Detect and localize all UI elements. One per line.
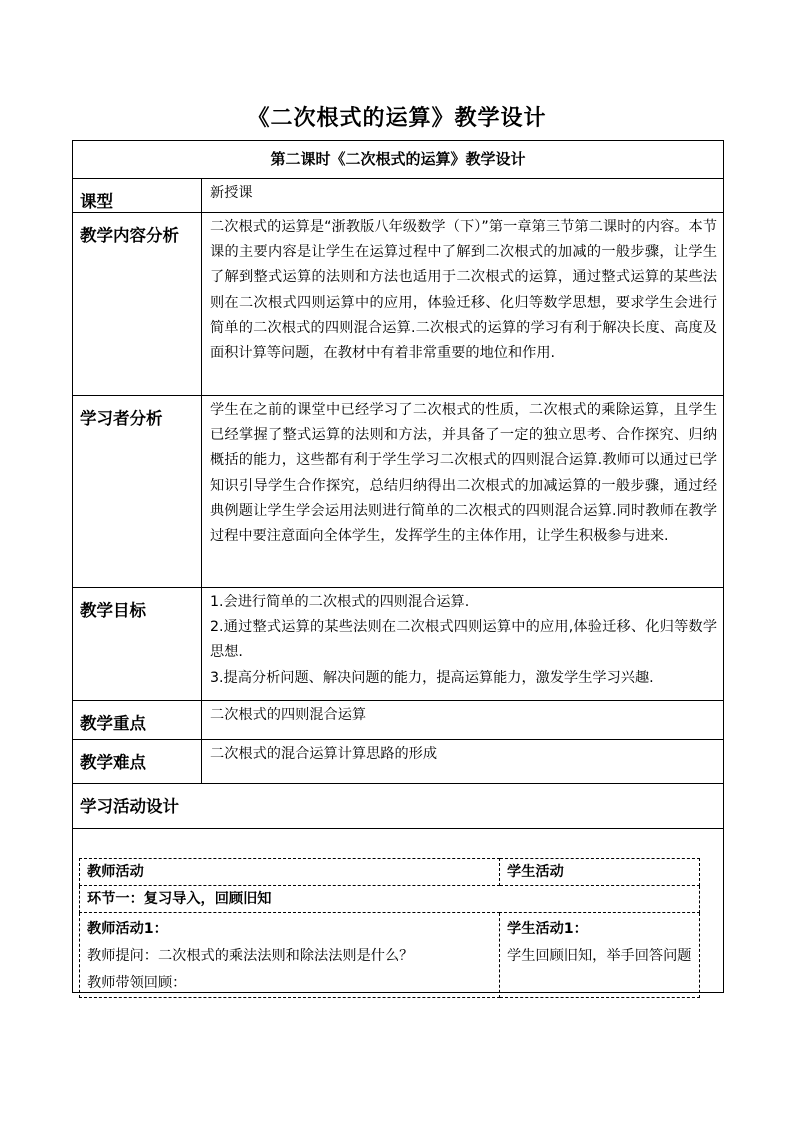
objective-item: 3.提高分析问题、解决问题的能力，提高运算能力，激发学生学习兴趣. — [210, 669, 654, 686]
row-label-key-point: 教学重点 — [73, 701, 202, 740]
student-activity-line: 学生回顾旧知，举手回答问题 — [507, 948, 692, 964]
objective-item: 2.通过整式运算的某些法则在二次根式四则运算中的应用,体验迁移、化归等数学思想. — [210, 619, 718, 661]
lesson-plan-table — [72, 140, 724, 993]
row-label-content-analysis: 教学内容分析 — [73, 213, 202, 396]
row-value-lesson-type: 新授课 — [202, 179, 724, 213]
activity-heading: 学习活动设计 — [73, 784, 724, 829]
teacher-activity-cell — [80, 913, 500, 998]
row-value-objectives — [202, 588, 724, 701]
teacher-column-header: 教师活动 — [80, 859, 500, 886]
lesson-subtitle: 第二课时《二次根式的运算》教学设计 — [73, 141, 724, 179]
student-activity-title: 学生活动1： — [507, 921, 588, 937]
row-label-objectives: 教学目标 — [73, 588, 202, 701]
row-value-key-point: 二次根式的四则混合运算 — [202, 701, 724, 740]
row-value-learner-analysis: 学生在之前的课堂中已经学习了二次根式的性质，二次根式的乘除运算，且学生已经掌握了整式运算的法则和方法，并具备了一定的独立思考、合作探究、归纳概括的能力，这些都有利于学生学习二次根式的四则混合运算.教师可以通过已学知识引导学生合作探究，总结归纳得出二次根式的加减运算的一般步骤，通过经典例题让学生学会运用法则进行简单的二次根式的四则混合运算.同时教师在教学过程中要注意面向全体学生，发挥学生的主体作用，让学生积极参与进来. — [202, 396, 724, 588]
document-title: 《二次根式的运算》教学设计 — [247, 106, 547, 131]
student-column-header: 学生活动 — [500, 859, 700, 886]
teacher-activity-title: 教师活动1： — [87, 921, 168, 937]
row-label-difficulty: 教学难点 — [73, 740, 202, 784]
row-value-difficulty: 二次根式的混合运算计算思路的形成 — [202, 740, 724, 784]
row-label-learner-analysis: 学习者分析 — [73, 396, 202, 588]
teacher-activity-line: 教师带领回顾： — [87, 975, 187, 991]
student-activity-cell — [500, 913, 700, 998]
teacher-activity-line: 教师提问：二次根式的乘法法则和除法法则是什么？ — [87, 948, 414, 964]
objective-item: 1.会进行简单的二次根式的四则混合运算. — [210, 594, 470, 610]
activity-table — [79, 858, 700, 998]
row-label-lesson-type: 课型 — [73, 179, 202, 213]
activity-cell — [73, 829, 724, 993]
section-header: 环节一：复习导入，回顾旧知 — [80, 886, 700, 913]
row-value-content-analysis: 二次根式的运算是“浙教版八年级数学（下）”第一章第三节第二课时的内容。本节课的主要内容是让学生在运算过程中了解到二次根式的加减的一般步骤，让学生了解到整式运算的法则和方法也适用于二次根式的运算，通过整式运算的某些法则在二次根式四则运算中的应用，体验迁移、化归等数学思想，要求学生会进行简单的二次根式的四则混合运算.二次根式的运算的学习有利于解决长度、高度及面积计算等问题，在教材中有着非常重要的地位和作用. — [202, 213, 724, 396]
